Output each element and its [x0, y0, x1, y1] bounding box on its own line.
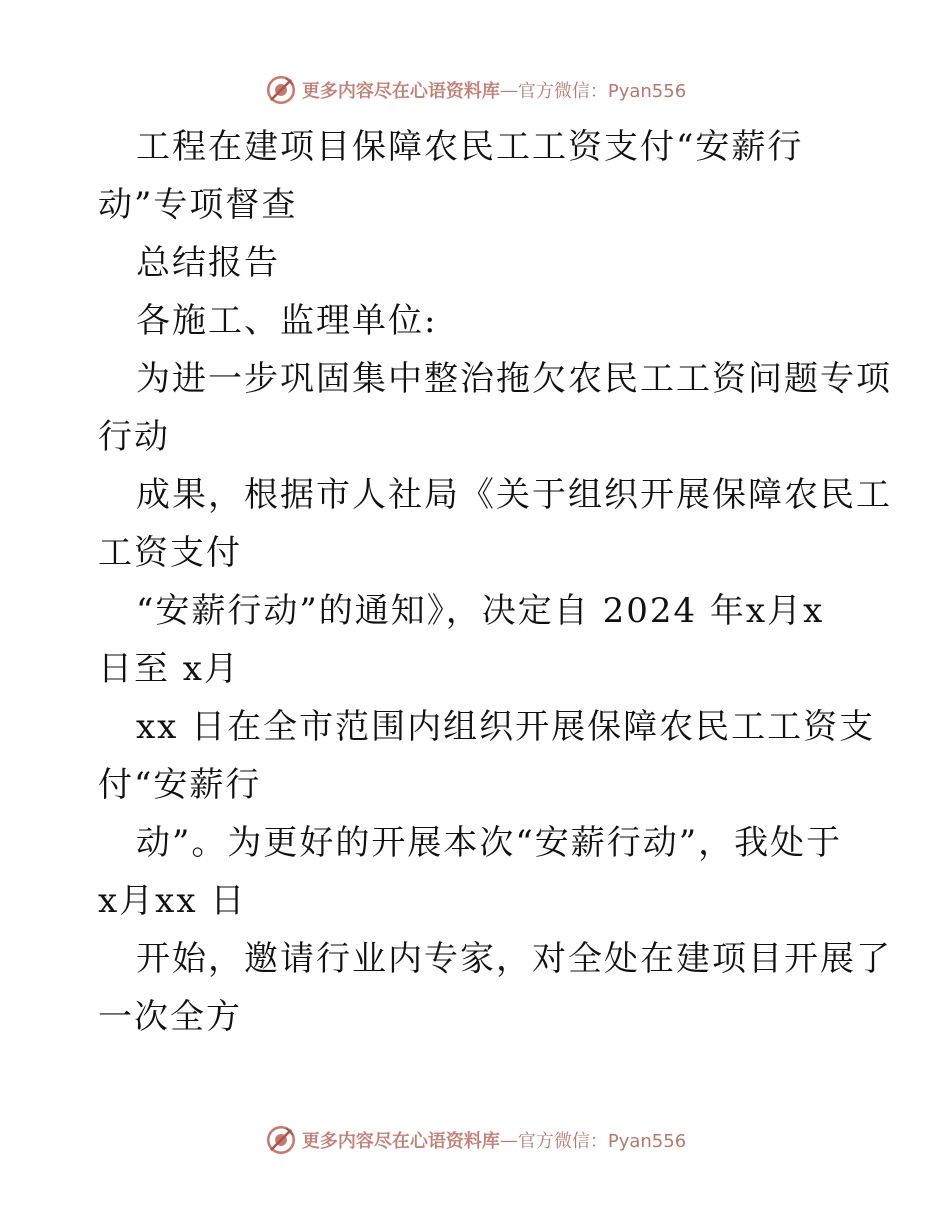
watermark-dash: —	[499, 79, 518, 101]
text-line: “安薪行动”的通知》，决定自 2024 年x月x	[136, 591, 825, 631]
text-line: 动”。为更好的开展本次“安薪行动”，我处于	[136, 823, 843, 863]
text-line: 行动	[98, 417, 170, 457]
text-line: 开始，邀请行业内专家，对全处在建项目开展了	[136, 939, 892, 979]
watermark-brand: 更多内容尽在心语资料库	[301, 1131, 500, 1152]
text-line: 日至 x月	[98, 649, 240, 689]
text-line: x月xx 日	[98, 881, 247, 921]
header-watermark	[0, 70, 950, 110]
brand-seal-icon	[264, 73, 298, 107]
watermark-wechat: 官方微信：Pyan556	[517, 1131, 687, 1152]
text-line: 总结报告	[136, 243, 280, 283]
text-line: 各施工、监理单位:	[136, 301, 438, 341]
watermark-dash: —	[499, 1129, 518, 1151]
text-line: 工程在建项目保障农民工工资支付“安薪行	[136, 127, 804, 167]
watermark-wechat: 官方微信：Pyan556	[517, 81, 687, 102]
document-body	[98, 118, 892, 1046]
watermark-brand: 更多内容尽在心语资料库	[301, 81, 500, 102]
text-line: 成果，根据市人社局《关于组织开展保障农民工	[136, 475, 892, 515]
text-line: 为进一步巩固集中整治拖欠农民工工资问题专项	[136, 359, 892, 399]
text-line: 付“安薪行	[98, 765, 262, 805]
text-line: xx 日在全市范围内组织开展保障农民工工资支	[136, 707, 876, 747]
text-line: 一次全方	[98, 997, 242, 1037]
brand-seal-icon	[264, 1123, 298, 1157]
text-line: 工资支付	[98, 533, 242, 573]
footer-watermark	[0, 1120, 950, 1160]
text-line: 动”专项督查	[98, 185, 298, 225]
